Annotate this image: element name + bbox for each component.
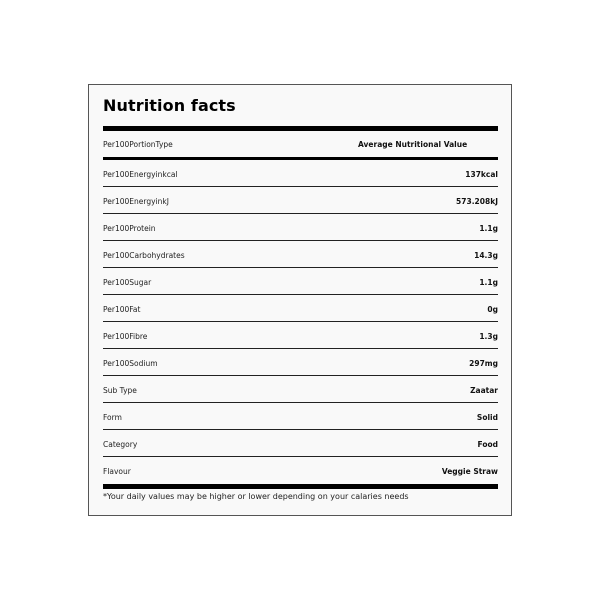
- row-label: Per100Fibre: [103, 332, 148, 341]
- row-value: 1.1g: [479, 224, 498, 233]
- table-row: [103, 403, 498, 430]
- row-value: 0g: [487, 305, 498, 314]
- row-label: Form: [103, 413, 122, 422]
- row-label: Per100Fat: [103, 305, 141, 314]
- row-label: Category: [103, 440, 138, 449]
- row-value: 297mg: [469, 359, 498, 368]
- table-row: [103, 430, 498, 457]
- row-value: 1.1g: [479, 278, 498, 287]
- nutrition-facts-panel: [88, 84, 512, 516]
- row-label: Sub Type: [103, 386, 137, 395]
- footnote: *Your daily values may be higher or lower depending on your calaries needs: [103, 492, 409, 501]
- table-row: [103, 376, 498, 403]
- nutrition-table: [103, 160, 498, 484]
- table-row: [103, 214, 498, 241]
- row-value: Veggie Straw: [441, 467, 498, 476]
- row-label: Per100Sodium: [103, 359, 158, 368]
- row-label: Per100Protein: [103, 224, 156, 233]
- table-row: [103, 160, 498, 187]
- row-value: Food: [477, 440, 498, 449]
- table-row: [103, 295, 498, 322]
- row-value: 14.3g: [474, 251, 498, 260]
- table-row: [103, 457, 498, 484]
- header-value: Average Nutritional Value: [358, 140, 468, 149]
- header-label: Per100PortionType: [103, 140, 173, 149]
- table-header-row: [103, 131, 498, 157]
- row-value: Zaatar: [470, 386, 498, 395]
- table-row: [103, 349, 498, 376]
- row-label: Flavour: [103, 467, 131, 476]
- row-value: 1.3g: [479, 332, 498, 341]
- row-label: Per100Carbohydrates: [103, 251, 185, 260]
- page-title: Nutrition facts: [103, 96, 236, 115]
- row-value: 137kcal: [465, 170, 498, 179]
- table-row: [103, 187, 498, 214]
- table-row: [103, 268, 498, 295]
- row-value: 573.208kJ: [456, 197, 498, 206]
- row-label: Per100Energyinkcal: [103, 170, 178, 179]
- row-label: Per100EnergyinkJ: [103, 197, 169, 206]
- bottom-divider: [103, 484, 498, 489]
- row-value: Solid: [476, 413, 498, 422]
- table-row: [103, 241, 498, 268]
- row-label: Per100Sugar: [103, 278, 152, 287]
- table-row: [103, 322, 498, 349]
